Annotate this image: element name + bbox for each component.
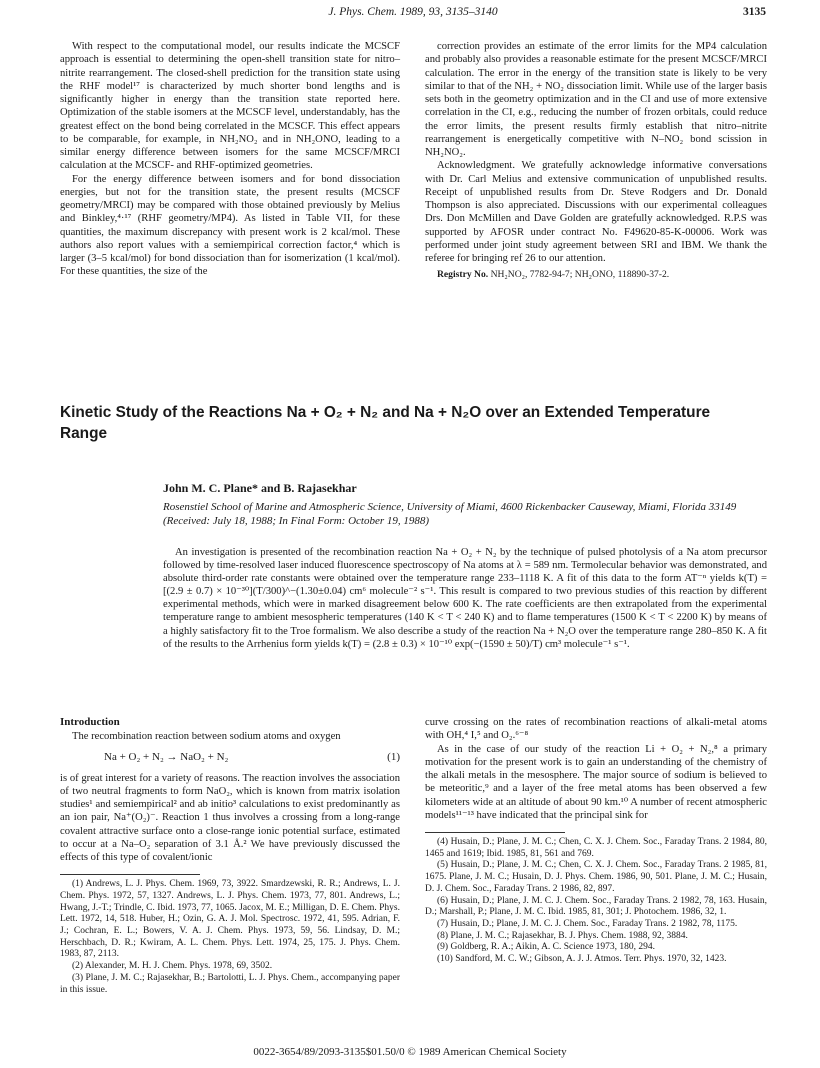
article-authors: John M. C. Plane* and B. Rajasekhar: [163, 481, 357, 495]
equation-1: [60, 748, 400, 768]
footnote: (8) Plane, J. M. C.; Rajasekhar, B. J. Phys. Chem. 1988, 92, 3884.: [437, 930, 688, 941]
top-column-right: [425, 40, 767, 282]
footnote: (3) Plane, J. M. C.; Rajasekhar, B.; Bartolotti, L. J. Phys. Chem., accompanying paper in this issue.: [60, 972, 400, 995]
footnote: (6) Husain, D.; Plane, J. M. C. J. Chem. Soc., Faraday Trans. 2 1982, 78, 163. Husain, D.; Marshall, P.; Plane, J. M. C. Ibid. 1985, 81, 301; J. Photochem. 1986, 32, 1.: [425, 895, 767, 918]
footnote-divider: [60, 874, 200, 875]
registry-numbers: [425, 268, 767, 281]
footnotes-right: [425, 837, 767, 966]
acknowledgment-paragraph: Acknowledgment. We gratefully acknowledge informative conversations with Dr. Carl Melius and extensive communication of unpublished results. Receipt of unpublished results from Dr. Steve Rodgers and Dr. Donald Thompson is also appreciated. Discussions with our experimental colleagues Drs. Don McMillen and Dave Golden are gratefully acknowledged. R.P.S was supported by AFOSR under contract No. F49620-85-K-00006. Work was performed under joint study agreement between SRI and IBM. We thank the referee for bringing ref 26 to our attention.: [425, 160, 767, 264]
footnote: (5) Husain, D.; Plane, J. M. C.; Chen, C. X. J. Chem. Soc., Faraday Trans. 2 1985, 81, 1675. Plane, J. M. C.; Husain, D. J. Phys. Chem. 1986, 90, 501. Plane, J. M. C.; Husain, D. J. Chem. Soc., Faraday Trans. 2 1986, 82, 897.: [425, 860, 767, 894]
paragraph: The recombination reaction between sodium atoms and oxygen: [72, 731, 341, 743]
registry-text: NH₂NO₂, 7782-94-7; NH₂ONO, 118890-37-2.: [490, 269, 670, 281]
paragraph: For the energy difference between isomers and for bond dissociation energies, but not for the transition state, the present results (MCSCF geometry/MRCI) may be compared with those obtained previously by Melius and Binkley,⁴·¹⁷ (RHF geometry/MP4). As listed in Table VII, for these quantities, the maximum discrepancy with present work is 2 kcal/mol. These authors also report values with a semiempirical correction factor,⁴ which is larger (3–5 kcal/mol) for bond dissociation than for isomerization (1 kcal/mol). For these quantities, the size of the: [60, 173, 400, 278]
footnote: (2) Alexander, M. H. J. Chem. Phys. 1978, 69, 3502.: [72, 961, 273, 972]
paragraph: curve crossing on the rates of recombination reactions of alkali-metal atoms with OH,⁴ I,⁵ and O₂.⁶⁻⁸: [425, 717, 767, 742]
journal-citation: J. Phys. Chem. 1989, 93, 3135–3140: [328, 6, 498, 18]
registry-label: Registry No.: [437, 269, 489, 281]
paragraph: With respect to the computational model, our results indicate the MCSCF approach is essential to determining the open-shell transition state for nitro–nitrite rearrangement. The closed-shell prediction for the transition state using the RHF model¹⁷ is characterized by much shorter bond lengths and is significantly higher in energy than the transition state reported here. Optimization of the stable isomers at the MCSCF level, understandably, has the greatest effect on the bond being correlated in the MCSCF. This effect appears to be comparable, for example, in NH₂NO₂ and in NH₂ONO, leading to a similar energy difference between isomers for the same MCSCF/MRCI calculation at the MCSCF- and RHF-optimized geometries.: [60, 41, 400, 172]
equation-text: Na + O₂ + N₂ → NaO₂ + N₂: [104, 750, 229, 763]
section-heading-introduction: Introduction: [60, 716, 120, 728]
footnote-divider: [425, 832, 565, 833]
abstract-text: An investigation is presented of the recombination reaction Na + O₂ + N₂ by the technique of pulsed photolysis of a Na atom precursor followed by time-resolved laser induced fluorescence spectroscopy of Na atoms at λ = 589 nm. Termolecular behavior was demonstrated, and absolute third-order rate constants were obtained over the temperature range 233–1118 K. A fit of this data to the form AT⁻ⁿ yields k(T) = [(2.9 ± 0.7) × 10⁻³⁰](T/300)^−(1.30±0.04) cm⁶ molecule⁻² s⁻¹. This result is compared to two previous studies of this reaction by different experimental methods, which were in marked disagreement below 600 K. The rate coefficients are then extrapolated from the experimental temperature range to ambient mesospheric temperatures (140 K < T < 240 K) and to flame temperatures (1500 K < T < 2200 K) by means of a highly satisfactory fit to the Troe formalism. We also describe a study of the reaction Na + N₂O over the temperature range 280–850 K. A fit of the results to the Arrhenius form yields k(T) = (2.8 ± 0.3) × 10⁻¹⁰ exp(−(1590 ± 50)/T) cm³ molecule⁻¹ s⁻¹.: [163, 547, 767, 650]
footnote: (9) Goldberg, R. A.; Aikin, A. C. Science 1973, 180, 294.: [437, 942, 656, 953]
footnote: (7) Husain, D.; Plane, J. M. C. J. Chem. Soc., Faraday Trans. 2 1982, 78, 1175.: [437, 918, 738, 929]
footnote: (4) Husain, D.; Plane, J. M. C.; Chen, C. X. J. Chem. Soc., Faraday Trans. 2 1984, 80, 1465 and 1619; Ibid. 1985, 81, 561 and 769.: [425, 837, 767, 859]
footnote: (10) Sandford, M. C. W.; Gibson, A. J. J. Atmos. Terr. Phys. 1970, 32, 1423.: [437, 954, 727, 965]
equation-number: (1): [387, 750, 400, 763]
article-title: Kinetic Study of the Reactions Na + O₂ + N₂ and Na + N₂O over an Extended Temperature Range: [60, 404, 711, 442]
footnotes-left: [60, 879, 400, 996]
intro-column-left: [60, 716, 400, 996]
footnote: (1) Andrews, L. J. Phys. Chem. 1969, 73, 3922. Smardzewski, R. R.; Andrews, L. J. Chem. Phys. 1972, 57, 1327. Andrews, L. J. Phys. Chem. 1973, 77, 801. Andrews, L.; Hwang, J.-T.; Trindle, C. Ibid. 1973, 77, 1065. Jacox, M. E.; Milligan, D. E. Chem. Phys. Lett. 1972, 14, 518. Huber, H.; Ozin, G. A. J. Mol. Spectrosc. 1972, 41, 595. Adrian, F. J.; Cochran, E. L.; Bowers, V. A. J. Chem. Phys. 1973, 59, 56. Lindsay, D. M.; Herschbach, D. R.; Kwiram, A. L. Chem. Phys. Lett. 1974, 25, 175. J. Phys. Chem. 1983, 87, 2113.: [60, 879, 400, 960]
intro-column-right: [425, 716, 767, 966]
paragraph: As in the case of our study of the reaction Li + O₂ + N₂,⁸ a primary motivation for the present work is to gain an understanding of the chemistry of the alkali metals in the mesosphere. The major source of sodium is believed to be meteoritic,⁹ and a layer of the free metal atoms has been observed a few kilometers wide at an altitude of about 90 km.¹⁰ A number of recent atmospheric models¹¹⁻¹³ have indicated that the principal sink for: [425, 743, 767, 821]
top-column-left: [60, 40, 400, 279]
page-number: 3135: [743, 6, 766, 18]
abstract: [163, 546, 767, 651]
page-footer: 0022-3654/89/2093-3135$01.50/0 © 1989 American Chemical Society: [253, 1046, 567, 1058]
paragraph: is of great interest for a variety of reasons. The reaction involves the association of two neutral fragments to form NaO₂, which is known from matrix isolation studies¹ and semiempirical² and ab initio³ calculations to exist predominantly as an ion pair, Na⁺(O₂)⁻. Reaction 1 thus involves a crossing from a long-range covalent attractive surface onto a close-range ionic potential surface, estimated to occur at a Na–O₂ separation of 3.1 Å.² We have previously discussed the effects of this type of covalent/ionic: [60, 772, 400, 863]
paragraph: correction provides an estimate of the error limits for the MP4 calculation and probably also provides a reasonable estimate for the present MCSCF/MRCI calculation. The error in the energy of the transition state is likely to be very similar to that of the NH₂ + NO₂ dissociation limit. While use of the larger basis sets both in the geometry optimization and in the CI and use of more extensive correlation in the CI, e.g., reducing the number of frozen orbitals, could reduce the error limits, the present results firmly establish that nitro–nitrite rearrangement is energetically competitive with N–NO₂ bond scission in NH₂NO₂.: [425, 41, 767, 158]
page-header: [60, 6, 766, 22]
article-affiliation: Rosenstiel School of Marine and Atmospheric Science, University of Miami, 4600 Rickenbacker Causeway, Miami, Florida 33149 (Received: July 18, 1988; In Final Form: October 19, 1988): [163, 501, 737, 527]
